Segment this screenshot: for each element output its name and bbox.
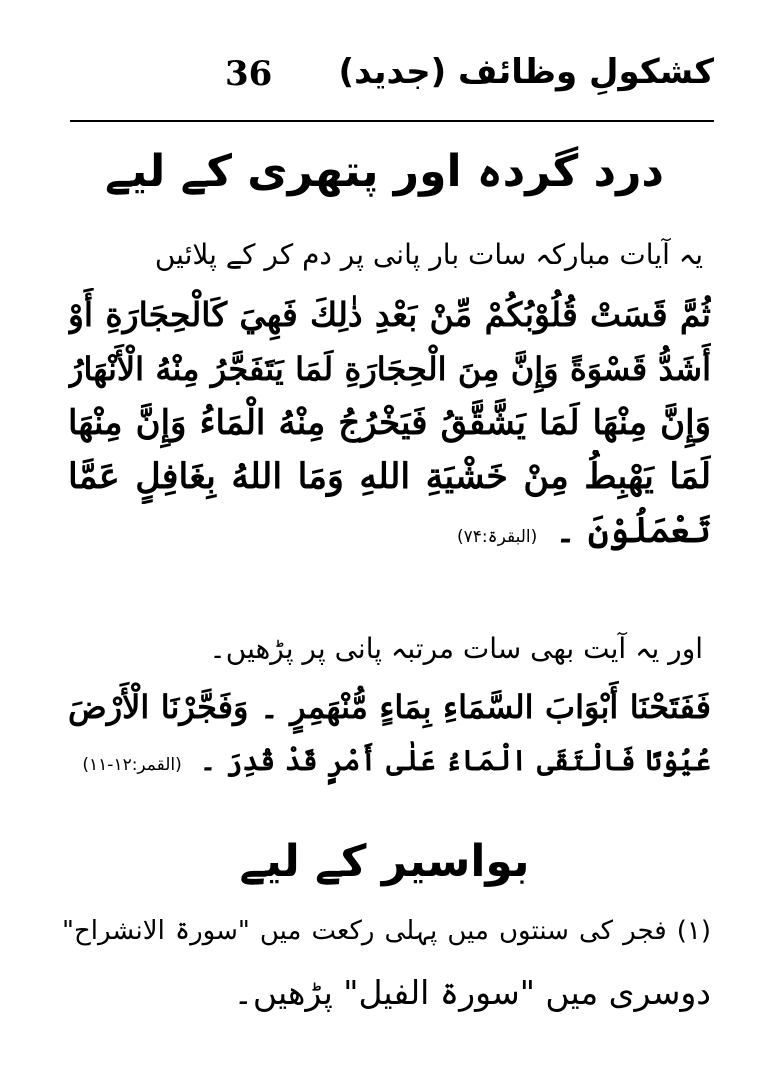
section-heading-kidney-stone: درد گردہ اور پتھری کے لیے xyxy=(104,146,665,197)
verse-line-text: تَعْمَلُوْنَ ۔ xyxy=(555,510,711,551)
body-line: (۱) فجر کی سنتوں میں پہلی رکعت میں "سورۃ الانشراح" xyxy=(62,916,711,946)
verse-line: أَشَدُّ قَسْوَةً وَإِنَّ مِنَ الْحِجَارَةِ لَمَا يَتَفَجَّرُ مِنْهُ الْأَنْهَارُ xyxy=(68,350,711,388)
verse-line-text: عُيُوْنًا فَالْتَقَى الْمَاءُ عَلٰى أَمْرٍ قَدْ قُدِرَ ۔ xyxy=(199,744,711,777)
page-number: 36 xyxy=(225,54,273,94)
instruction-text-2: اور یہ آیت بھی سات مرتبہ پانی پر پڑھیں۔ xyxy=(209,632,703,665)
quran-verse-block-2 xyxy=(68,680,711,788)
instruction-text: یہ آیات مبارکہ سات بار پانی پر دم کر کے پلائیں xyxy=(154,238,703,271)
book-title: کشکولِ وظائف (جدید) xyxy=(338,52,714,92)
verse-line: فَفَتَحْنَا أَبْوَابَ السَّمَاءِ بِمَاءٍ مُّنْهَمِرٍ ۔ وَفَجَّرْنَا الْأَرْضَ xyxy=(68,688,711,726)
verse-reference: (البقرۃ:۷۴) xyxy=(457,527,538,547)
page-header xyxy=(70,50,714,110)
verse-line: ثُمَّ قَسَتْ قُلُوْبُكُمْ مِّنْ بَعْدِ ذٰلِكَ فَهِيَ كَالْحِجَارَةِ أَوْ xyxy=(68,295,711,334)
verse-line-final xyxy=(68,734,711,788)
verse-line-final xyxy=(68,504,711,558)
body-line: دوسری میں "سورۃ الفیل" پڑھیں۔ xyxy=(233,973,711,1012)
verse-reference: (القمر:۱۲-۱۱) xyxy=(82,755,182,775)
verse-line: لَمَا يَهْبِطُ مِنْ خَشْيَةِ اللهِ وَمَا اللهُ بِغَافِلٍ عَمَّا xyxy=(68,456,711,497)
verse-line: وَإِنَّ مِنْهَا لَمَا يَشَّقَّقُ فَيَخْرُجُ مِنْهُ الْمَاءُ وَإِنَّ مِنْهَا xyxy=(68,403,711,443)
quran-verse-block xyxy=(68,288,711,558)
section-heading-hemorrhoids: بواسیر کے لیے xyxy=(239,836,530,887)
header-divider xyxy=(70,120,714,122)
section-body xyxy=(62,900,711,1024)
